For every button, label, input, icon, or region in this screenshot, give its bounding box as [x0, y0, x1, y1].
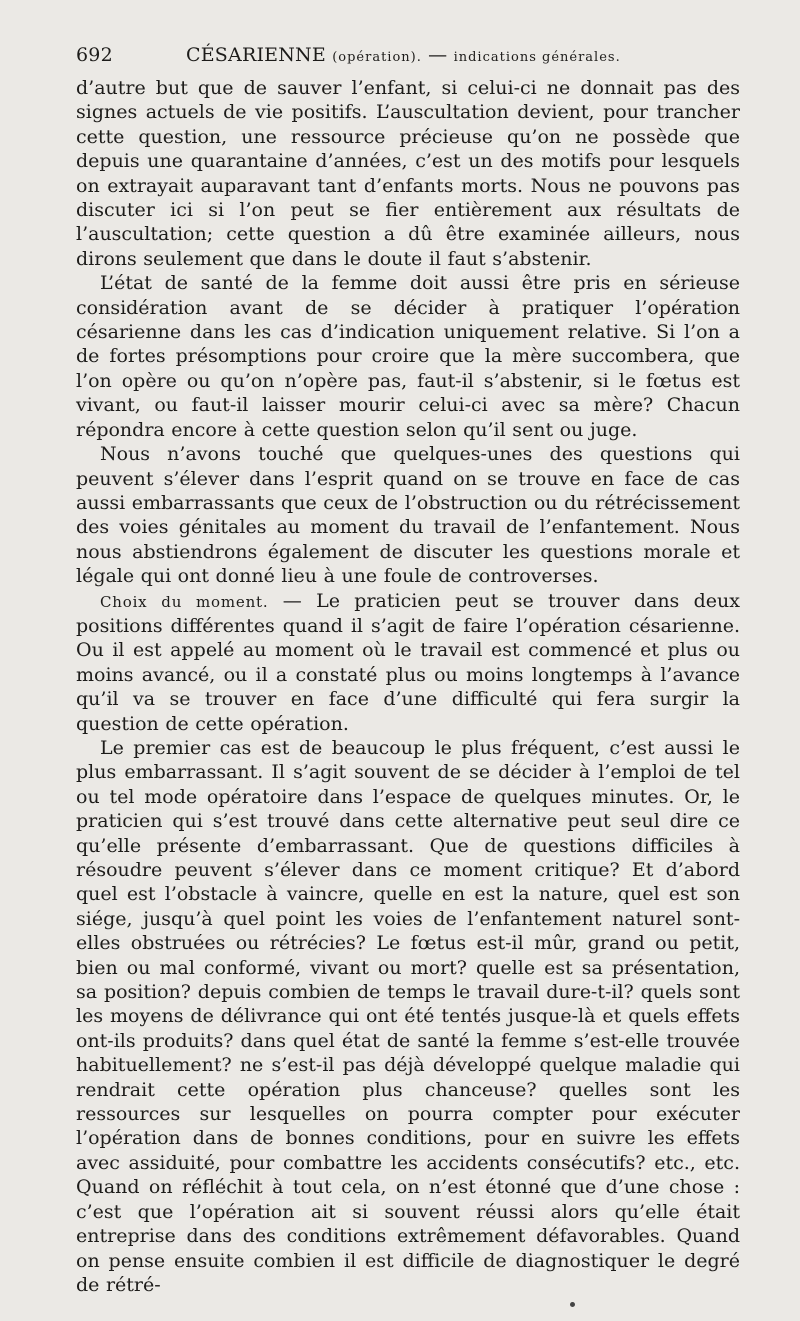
paragraph: L’état de santé de la femme doit aussi être pris en sérieuse considération avant de se décider à pratiquer l’opération césarienne dans les cas d’indication uniquement relative. Si l’on a de fortes présomptions pour croire que la mère succombera, que l’on opère ou qu’on n’opère pas, faut-il s’abstenir, si le fœtus est vivant, ou faut-il laisser mourir celui-ci avec sa mère? Chacun répondra encore à cette question selon qu’il sent ou juge.: [76, 272, 740, 441]
title-paren: (opération).: [332, 50, 422, 65]
title-main: CÉSARIENNE: [186, 44, 326, 66]
paragraph: Le premier cas est de beaucoup le plus fréquent, c’est aussi le plus embarrassant. Il s’agit souvent de se décider à l’emploi de tel ou tel mode opératoire dans l’espace de quelques minutes. Or, le praticien qui s’est trouvé dans cette alternative peut seul dire ce qu’elle présente d’embarrassant. Que de questions difficiles à résoudre peuvent s’élever dans ce moment critique? Et d’abord quel est l’obstacle à vaincre, quelle en est la nature, quel est son siége, jusqu’à quel point les voies de l’enfantement naturel sont-elles obstruées ou rétrécies? Le fœtus est-il mûr, grand ou petit, bien ou mal conformé, vivant ou mort? quelle est sa présentation, sa position? depuis combien de temps le travail dure-t-il? quels sont les moyens de délivrance qui ont été tentés jusque-là et quels effets ont-ils produits? dans quel état de santé la femme s’est-elle trouvée habituellement? ne s’est-il pas déjà développé quelque maladie qui rendrait cette opération plus chanceuse? quelles sont les ressources sur lesquelles on pourra compter pour exécuter l’opération dans de bonnes conditions, pour en suivre les effets avec assiduité, pour combattre les accidents consécutifs? etc., etc. Quand on réfléchit à tout cela, on n’est étonné que d’une chose : c’est que l’opération ait si souvent réussi alors qu’elle était entreprise dans des conditions extrêmement défavorables. Quand on pense ensuite combien il est difficile de diagnostiquer le degré de rétré-: [76, 736, 740, 1296]
section-paragraph: [76, 589, 740, 736]
ink-speck: [570, 1302, 575, 1307]
title-dash: —: [428, 44, 448, 66]
title-section: indications générales.: [453, 50, 621, 65]
running-title: [186, 44, 621, 66]
page-number: 692: [76, 44, 113, 66]
paragraph: d’autre but que de sauver l’enfant, si celui-ci ne donnait pas des signes actuels de vie positifs. L’auscultation devient, pour trancher cette question, une ressource précieuse qu’on ne possède que depuis une quarantaine d’années, c’est un des motifs pour lesquels on extrayait auparavant tant d’enfants morts. Nous ne pouvons pas discuter ici si l’on peut se fier entièrement aux résultats de l’auscultation; cette question a dû être examinée ailleurs, nous dirons seulement que dans le doute il faut s’abstenir.: [76, 77, 740, 270]
section-text: — Le praticien peut se trouver dans deux positions différentes quand il s’agit de faire l’opération césarienne. Ou il est appelé au moment où le travail est commencé et plus ou moins avancé, ou il a constaté plus ou moins longtemps à l’avance qu’il va se trouver en face d’une difficulté qui fera surgir la question de cette opération.: [76, 589, 740, 735]
body-text: [76, 76, 740, 1297]
section-heading: Choix du moment.: [100, 592, 269, 611]
running-header: [76, 40, 744, 72]
paragraph: Nous n’avons touché que quelques-unes des questions qui peuvent s’élever dans l’esprit quand on se trouve en face de cas aussi embarrassants que ceux de l’obstruction ou du rétrécissement des voies génitales au moment du travail de l’enfantement. Nous nous abstiendrons également de discuter les questions morale et légale qui ont donné lieu à une foule de controverses.: [76, 443, 740, 588]
